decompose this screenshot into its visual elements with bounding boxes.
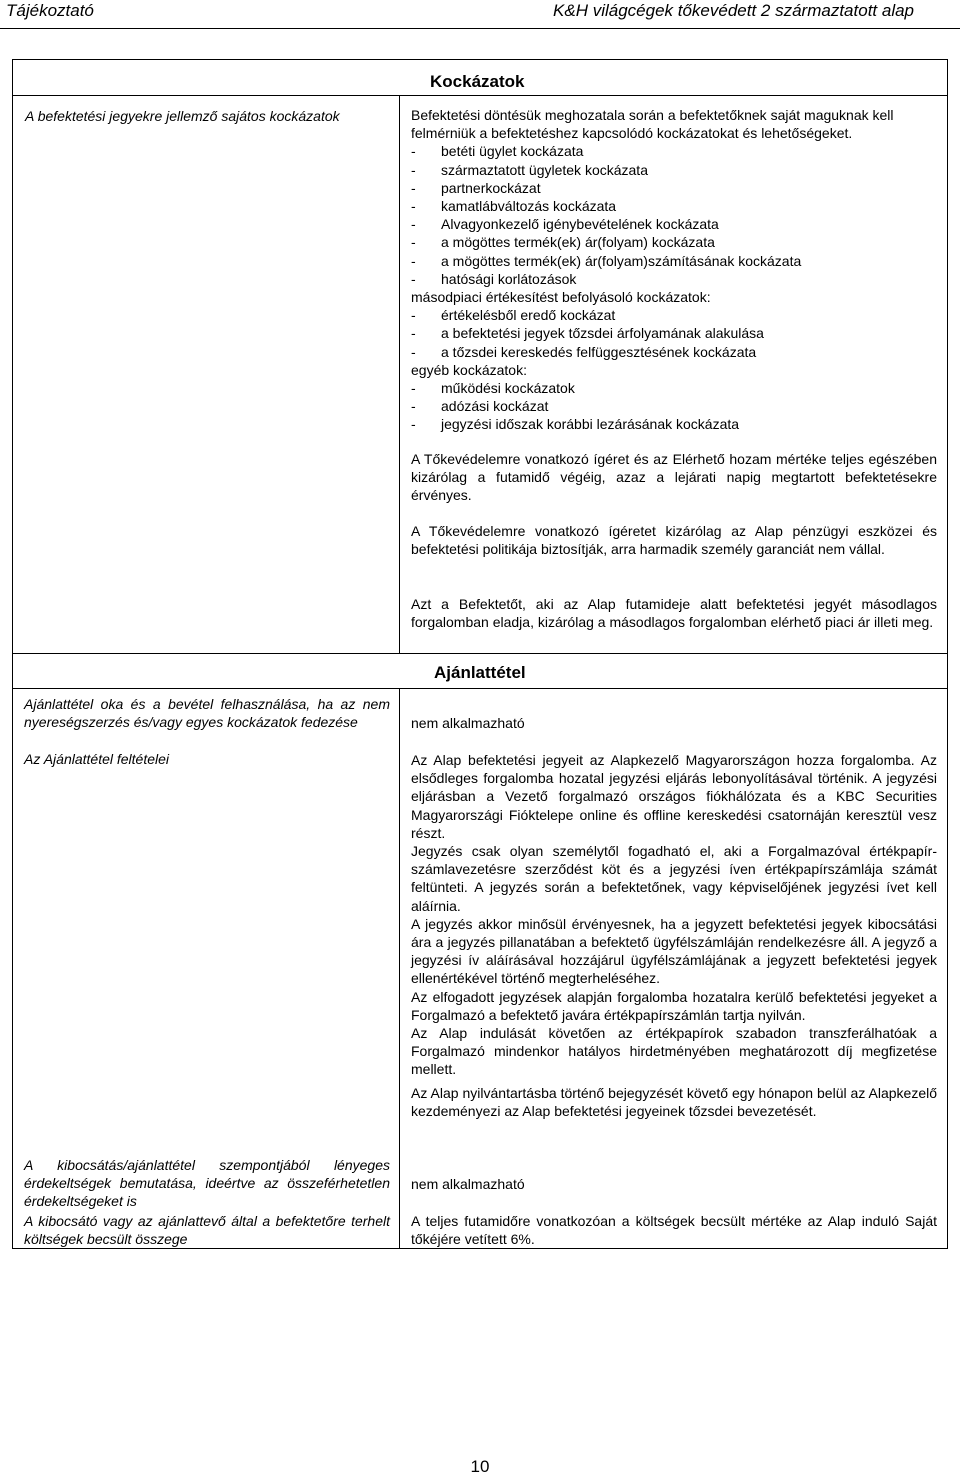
- list-item: - működési kockázatok: [411, 379, 937, 397]
- conditions-paragraph: A jegyzés akkor minősül érvényesnek, ha a jegyzett befektetési jegyek kibocsátási ára a jegyzés pillanatában a befektető ügyfélszámláján rendelkezésre áll. A jegyző a jegyzési ív aláírásával hozzájárul ügyfélszámlájának a jegyzett befektetési jegyek ellenértékével történő megterheléséhez.: [411, 915, 937, 987]
- risks-label: A befektetési jegyekre jellemző sajátos kockázatok: [25, 108, 340, 124]
- risks-heading: Kockázatok: [430, 72, 525, 91]
- secondary-market-paragraph: Azt a Befektetőt, aki az Alap futamideje alatt befektetési jegyét másodlagos forgalomban eladja, kizárólag a másodlagos forgalomban elérhető piaci ár illeti meg.: [411, 596, 937, 631]
- offer-heading: Ajánlattétel: [434, 663, 526, 682]
- conditions-paragraph: Az Alap nyilvántartásba történő bejegyzését követő egy hónapon belül az Alapkezelő kezdeményezi az Alap befektetési jegyeinek tőzsdei bevezetését.: [411, 1084, 937, 1119]
- capital-protection-paragraph: A Tőkevédelemre vonatkozó ígéret és az Elérhető hozam mértéke teljes egészében kizárólag a futamidő végéig, azaz a lejárati napig megtartott befektetésekre érvényes.: [411, 451, 937, 504]
- cost-label: A kibocsátó vagy az ajánlattevő által a befektetőre terhelt költségek becsült összege: [24, 1213, 390, 1248]
- interest-value: nem alkalmazható: [411, 1176, 525, 1192]
- secondary-risk-list: [411, 306, 937, 361]
- list-item: - partnerkockázat: [411, 179, 937, 197]
- header-left-title: Tájékoztató: [6, 1, 94, 20]
- list-item: - jegyzési időszak korábbi lezárásának kockázata: [411, 415, 937, 433]
- list-item: - a mögöttes termék(ek) ár(folyam)számításának kockázata: [411, 252, 937, 270]
- list-item: - értékelésből eredő kockázat: [411, 306, 937, 324]
- column-divider-risks: [399, 95, 400, 653]
- heading-rule-risks: [12, 95, 948, 96]
- risk-list: [411, 142, 937, 288]
- conditions-paragraph: Jegyzés csak olyan személytől fogadható el, aki a Forgalmazóval értékpapír-számlavezetésre szerződést köt és a jegyzési íven értékpapírszámlája számát feltünteti. A jegyzés során a befektetőnek, vagy képviselőjének jegyzési ívet kell aláírnia.: [411, 843, 937, 914]
- offer-reason-value: nem alkalmazható: [411, 715, 525, 731]
- list-item: - betéti ügylet kockázata: [411, 142, 937, 160]
- header-right-title: K&H világcégek tőkevédett 2 származtatott alap: [553, 1, 914, 20]
- section-rule: [12, 653, 948, 654]
- list-item: - származtatott ügyletek kockázata: [411, 161, 937, 179]
- list-item: - kamatlábváltozás kockázata: [411, 197, 937, 215]
- cost-value: A teljes futamidőre vonatkozóan a költségek becsült mértéke az Alap induló Saját tőkéjére vetített 6%.: [411, 1213, 937, 1248]
- risks-intro: Befektetési döntésük meghozatala során a befektetőknek saját maguknak kell felmérniük a befektetéshez kapcsolódó kockázatokat és lehetőségeket.: [411, 107, 894, 142]
- other-risk-list: [411, 379, 937, 434]
- secondary-risks-title: másodpiaci értékesítést befolyásoló kockázatok:: [411, 289, 711, 306]
- risks-content: [411, 106, 937, 434]
- conditions-paragraph: Az Alap indulását követően az értékpapírok szabadon transzferálhatóak a Forgalmazó mindenkor hatályos hirdetményében meghatározott díj megfizetése mellett.: [411, 1025, 937, 1078]
- column-divider-offer: [399, 688, 400, 1249]
- offer-reason-label: Ajánlattétel oka és a bevétel felhasználása, ha az nem nyereségszerzés és/vagy egyes kockázatok fedezése: [24, 696, 390, 731]
- page-number: 10: [470, 1457, 490, 1476]
- conditions-paragraph: Az elfogadott jegyzések alapján forgalomba hozatalra kerülő befektetési jegyeket a Forgalmazó a befektető javára értékpapírszámlán tartja nyilván.: [411, 988, 937, 1023]
- list-item: - a befektetési jegyek tőzsdei árfolyamának alakulása: [411, 324, 937, 342]
- page-header: [0, 0, 960, 29]
- other-risks-title: egyéb kockázatok:: [411, 361, 527, 378]
- list-item: - a mögöttes termék(ek) ár(folyam) kockázata: [411, 233, 937, 251]
- list-item: - hatósági korlátozások: [411, 270, 937, 288]
- heading-rule-offer: [12, 688, 948, 689]
- offer-conditions-label: Az Ajánlattétel feltételei: [24, 751, 170, 767]
- list-item: - a tőzsdei kereskedés felfüggesztésének kockázata: [411, 343, 937, 361]
- guarantee-paragraph: A Tőkevédelemre vonatkozó ígéretet kizárólag az Alap pénzügyi eszközei és befektetési politikája biztosítják, arra harmadik személy garanciát nem vállal.: [411, 523, 937, 558]
- list-item: - adózási kockázat: [411, 397, 937, 415]
- offer-conditions-content: [411, 751, 937, 1120]
- conditions-paragraph: Az Alap befektetési jegyeit az Alapkezelő Magyarországon hozza forgalomba. Az elsődleges forgalomba hozatal jegyzési eljárás lebonyolításával történik. A jegyzési eljárásban a Vezető forgalmazó országos fiókhálózata és a KBC Securities Magyarországi Fióktelepe online és offline kereskedési csatornáján keresztül vesz részt.: [411, 752, 937, 841]
- interest-label: A kibocsátás/ajánlattétel szempontjából lényeges érdekeltségek bemutatása, ideértve az összeférhetetlen érdekeltségeket is: [24, 1157, 390, 1210]
- list-item: - Alvagyonkezelő igénybevételének kockázata: [411, 215, 937, 233]
